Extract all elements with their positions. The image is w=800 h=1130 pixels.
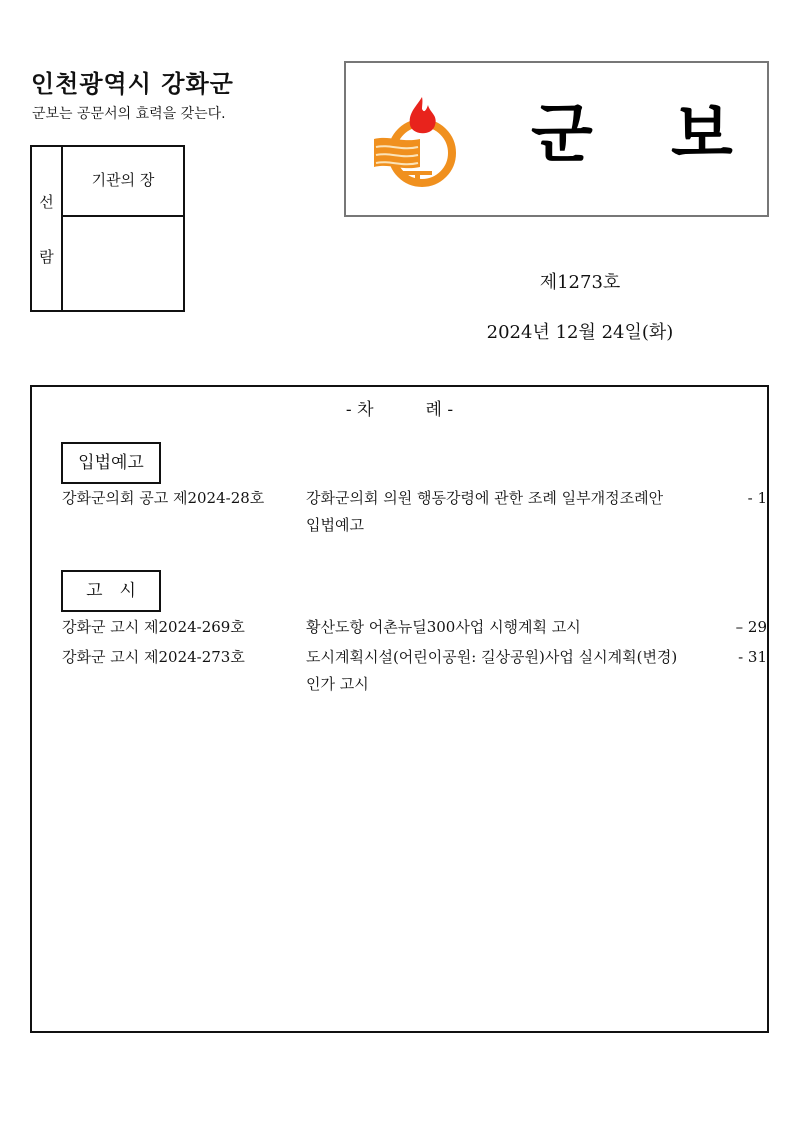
entry-number: 강화군 고시 제2024-269호 [62, 618, 245, 636]
entry-title-line: 인가 고시 [306, 675, 369, 693]
selection-head-label: 기관의 장 [63, 147, 183, 217]
entry-title[interactable] [306, 644, 726, 698]
toc-heading-right: 례 - [425, 400, 454, 420]
ganghwa-emblem-icon [372, 91, 462, 191]
entry-title-line: 도시계획시설(어린이공원: 길상공원)사업 실시계획(변경) [306, 648, 678, 666]
entry-title-line: 황산도항 어촌뉴딜300사업 시행계획 고시 [306, 618, 581, 636]
masthead [344, 61, 769, 217]
entry-page: – 29 [735, 618, 767, 636]
entry-title-line: 강화군의회 의원 행동강령에 관한 조례 일부개정조례안 [306, 489, 664, 507]
table-of-contents [30, 385, 769, 1033]
selection-side-column [32, 147, 63, 310]
entry-title[interactable] [306, 485, 726, 539]
toc-entry[interactable] [62, 614, 767, 642]
toc-heading [32, 395, 767, 420]
entry-title[interactable] [306, 614, 726, 641]
issue-date: 2024년 12월 24일(화) [486, 322, 674, 343]
masthead-title-char: 보 [671, 98, 733, 172]
toc-entry[interactable] [62, 485, 767, 541]
entry-title-line: 입법예고 [306, 516, 364, 534]
selection-box [30, 145, 185, 312]
section-label-public-notice: 고 시 [61, 570, 161, 612]
entry-number: 강화군 고시 제2024-273호 [62, 648, 245, 666]
toc-heading-left: - 차 [345, 400, 374, 420]
toc-entry[interactable] [62, 644, 767, 700]
masthead-title-char: 군 [531, 98, 593, 172]
entry-number: 강화군의회 공고 제2024-28호 [62, 489, 265, 507]
issue-number: 제1273호 [539, 272, 621, 293]
section-label-legislative-notice: 입법예고 [61, 442, 161, 484]
entry-page: - 31 [738, 648, 767, 666]
entry-page: - 1 [747, 489, 767, 507]
tagline: 군보는 공문서의 효력을 갖는다. [32, 106, 226, 122]
selection-side-char: 람 [39, 248, 54, 266]
org-title: 인천광역시 강화군 [31, 70, 234, 98]
selection-side-char: 선 [39, 193, 54, 211]
